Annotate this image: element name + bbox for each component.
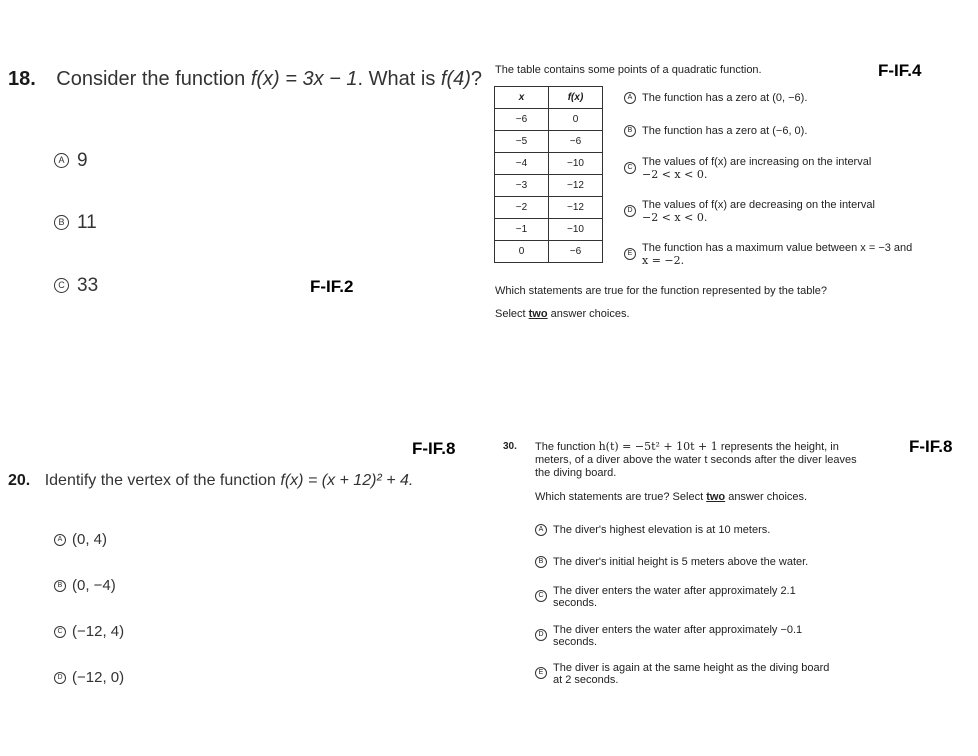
q20-choice-c[interactable]: C (−12, 4) xyxy=(54,623,124,640)
q30-choice-b[interactable]: B The diver's initial height is 5 meters above the water. xyxy=(535,556,808,568)
q30-choice-c[interactable]: C The diver enters the water after approximately 2.1 seconds. xyxy=(535,585,796,609)
q18-standard: F-IF.2 xyxy=(310,277,354,296)
choice-bubble-icon: B xyxy=(54,215,69,230)
choice-bubble-icon: C xyxy=(535,590,547,602)
choice-bubble-icon: D xyxy=(624,205,636,217)
table-row: −1 −10 xyxy=(495,219,603,241)
q20-choice-a[interactable]: A (0, 4) xyxy=(54,531,107,548)
table-row: −4 −10 xyxy=(495,153,603,175)
choice-bubble-icon: D xyxy=(535,629,547,641)
choice-bubble-icon: E xyxy=(535,667,547,679)
table-choice-e[interactable]: E The function has a maximum value between x = −3 and x = −2. xyxy=(624,242,912,267)
choice-bubble-icon: A xyxy=(624,92,636,104)
choice-bubble-icon: C xyxy=(624,162,636,174)
q20-choice-d[interactable]: D (−12, 0) xyxy=(54,669,124,686)
choice-bubble-icon: B xyxy=(624,125,636,137)
table-row: −3 −12 xyxy=(495,175,603,197)
q30-prompt: Which statements are true? Select two answer choices. xyxy=(535,491,808,503)
table-row: −2 −12 xyxy=(495,197,603,219)
choice-bubble-icon: B xyxy=(535,556,547,568)
choice-bubble-icon: C xyxy=(54,278,69,293)
q20-number: 20. xyxy=(8,472,31,489)
table-question-prompt: Which statements are true for the function represented by the table? xyxy=(495,285,828,297)
table-choice-d[interactable]: D The values of f(x) are decreasing on the interval −2 < x < 0. xyxy=(624,199,875,224)
q30-choice-a[interactable]: A The diver's highest elevation is at 10 meters. xyxy=(535,524,770,536)
q30-number: 30. xyxy=(503,441,517,452)
choice-bubble-icon: D xyxy=(54,672,66,684)
table-row: −6 0 xyxy=(495,109,603,131)
choice-bubble-icon: C xyxy=(54,626,66,638)
table-row: −5 −6 xyxy=(495,131,603,153)
q30-question: The function h(t) = −5t² + 10t + 1 represents the height, in meters, of a diver above the water t seconds after the diver leaves the diving board. xyxy=(535,440,857,479)
table-question-standard: F-IF.4 xyxy=(878,61,922,80)
q30-standard: F-IF.8 xyxy=(909,437,953,456)
choice-bubble-icon: A xyxy=(54,534,66,546)
table-header-row: x f(x) xyxy=(495,87,603,109)
q20-text: Identify the vertex of the function f(x) = (x + 12)² + 4. xyxy=(44,472,414,489)
q18-question xyxy=(8,68,482,91)
table-choice-b[interactable]: B The function has a zero at (−6, 0). xyxy=(624,125,807,137)
choice-bubble-icon: A xyxy=(535,524,547,536)
q18-number: 18. xyxy=(8,68,36,90)
q20-standard: F-IF.8 xyxy=(412,439,456,458)
table-row: 0 −6 xyxy=(495,241,603,263)
q30-choice-d[interactable]: D The diver enters the water after approximately −0.1 seconds. xyxy=(535,624,802,648)
choice-bubble-icon: E xyxy=(624,248,636,260)
q18-choice-b[interactable]: B 11 xyxy=(54,212,97,234)
table-choice-c[interactable]: C The values of f(x) are increasing on the interval −2 < x < 0. xyxy=(624,156,871,181)
q18-text: Consider the function f(x) = 3x − 1. What is f(4)? xyxy=(56,68,483,90)
table-question-intro: The table contains some points of a quadratic function. xyxy=(495,64,762,76)
table-question-select: Select two answer choices. xyxy=(495,308,630,320)
values-table xyxy=(494,86,603,263)
table-choice-a[interactable]: A The function has a zero at (0, −6). xyxy=(624,92,807,104)
q18-choice-c[interactable]: C 33 xyxy=(54,275,98,297)
choice-bubble-icon: A xyxy=(54,153,69,168)
choice-bubble-icon: B xyxy=(54,580,66,592)
q20-choice-b[interactable]: B (0, −4) xyxy=(54,577,116,594)
q20-question xyxy=(8,472,413,490)
q30-choice-e[interactable]: E The diver is again at the same height as the diving board at 2 seconds. xyxy=(535,662,829,686)
q18-choice-a[interactable]: A 9 xyxy=(54,150,88,172)
